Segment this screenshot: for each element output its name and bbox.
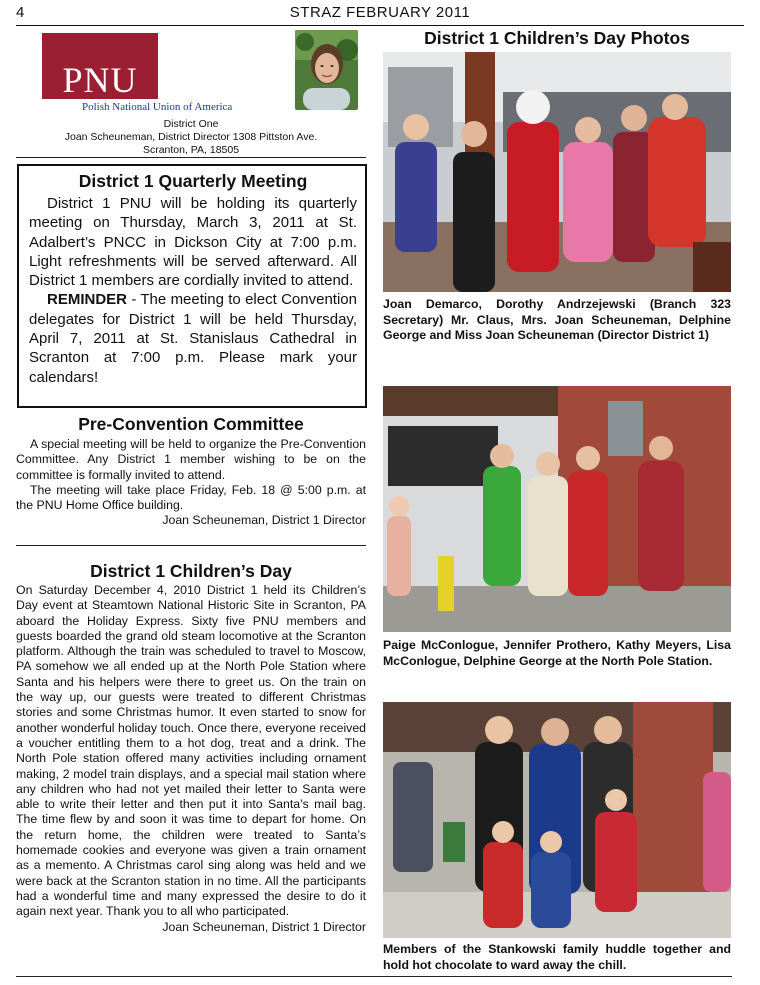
page-header <box>16 4 744 26</box>
quarterly-meeting-text: District 1 PNU will be holding its quarterly meeting on Thursday, March 3, 2011 at St. Adalbert’s PNCC in Dickson City at 7:00 p.m. Light refreshments will be served afterward. All District 1 members are cordially invited to attend. <box>29 195 357 290</box>
pre-convention-signature: Joan Scheuneman, District 1 Director <box>162 513 366 528</box>
district-director-address: Joan Scheuneman, District Director 1308 Pittston Ave. <box>64 131 318 143</box>
pre-convention-title: Pre-Convention Committee <box>78 414 304 434</box>
photo-caption-2: Paige McConlogue, Jennifer Prothero, Kathy Meyers, Lisa McConlogue, Delphine George at the North Pole Station. <box>383 638 731 668</box>
photo-caption-1: Joan Demarco, Dorothy Andrzejewski (Branch 323 Secretary) Mr. Claus, Mrs. Joan Scheuneman, Delphine George and Miss Joan Scheuneman (Director District 1) <box>383 297 731 342</box>
reminder-text <box>29 290 357 386</box>
childrens-day-body: On Saturday December 4, 2010 District 1 held its Children’s Day event at Steamtown National Historic Site in Scranton, PA aboard the Holiday Express. Sixty five PNU members and guests boarded the grand old steam locomotive at the Scranton platform. Although the train was scheduled to travel to Moscow, PA somehow we all ended up at the North Pole Station where Santa and his helpers were there to greet us. On the train on the way up, our guests were treated to different Christmas stories and some Christmas humor. It even started to snow for another wonderful holiday touch. Once there, everyone received a voucher entitling them to a hot dog, treat and a drink. The North Pole station offered many activities including ornament making, 2 model train displays, and a special mail station where any children who had not yet mailed their letter to Santa were able to write their letter and then put it into Santa’s mail bag. The time flew by and soon it was time to depart for home. On the return home, the children were treated to Santa’s homemade cookies and everyone was given a train ornament as a memento. A Christmas carol sing along was held and we were back at the Scranton station in no time. All the participants had a wonderful time and many expressed the desire to do it again next year. Thank you to all who participated. <box>16 583 366 919</box>
district-info <box>16 118 366 157</box>
logo-subtitle: Polish National Union of America <box>82 101 233 113</box>
pnu-logo <box>42 33 158 99</box>
childrens-day-article <box>16 583 366 935</box>
page-bottom-rule <box>16 976 732 977</box>
divider <box>16 157 366 158</box>
quarterly-meeting-box <box>17 164 367 408</box>
childrens-day-signature: Joan Scheuneman, District 1 Director <box>162 919 366 934</box>
reminder-label: REMINDER <box>47 291 128 309</box>
photo-caption-3: Members of the Stankowski family huddle together and hold hot chocolate to ward away the chill. <box>383 942 731 972</box>
pre-convention-para2: The meeting will take place Friday, Feb. 18 @ 5:00 p.m. at the PNU Home Office building. <box>16 482 366 513</box>
santa-group-photo <box>383 52 731 292</box>
page-number: 4 <box>16 4 25 21</box>
quarterly-meeting-title: District 1 Quarterly Meeting <box>78 171 308 191</box>
north-pole-station-photo <box>383 386 731 632</box>
childrens-day-title: District 1 Children’s Day <box>90 561 292 581</box>
publication-title: STRAZ FEBRUARY 2011 <box>289 4 471 21</box>
reminder-body: - The meeting to elect Convention delegates for District 1 will be held Thursday, April 7, 2011 at St. Stanislaus Cathedral in Scranton at 7:00 p.m. Please mark your calendars! <box>29 291 357 386</box>
district-name: District One <box>163 118 219 130</box>
pre-convention-article <box>16 437 366 529</box>
divider <box>16 545 366 546</box>
stankowski-family-photo <box>383 702 731 938</box>
photos-title: District 1 Children’s Day Photos <box>424 28 690 48</box>
pre-convention-para1: A special meeting will be held to organize the Pre-Convention Committee. Any District 1 member wishing to be on the committee is formally invited to attend. <box>16 437 366 482</box>
district-city: Scranton, PA, 18505 <box>142 144 240 156</box>
director-portrait-photo <box>295 30 358 110</box>
logo-text: PNU <box>62 60 138 100</box>
